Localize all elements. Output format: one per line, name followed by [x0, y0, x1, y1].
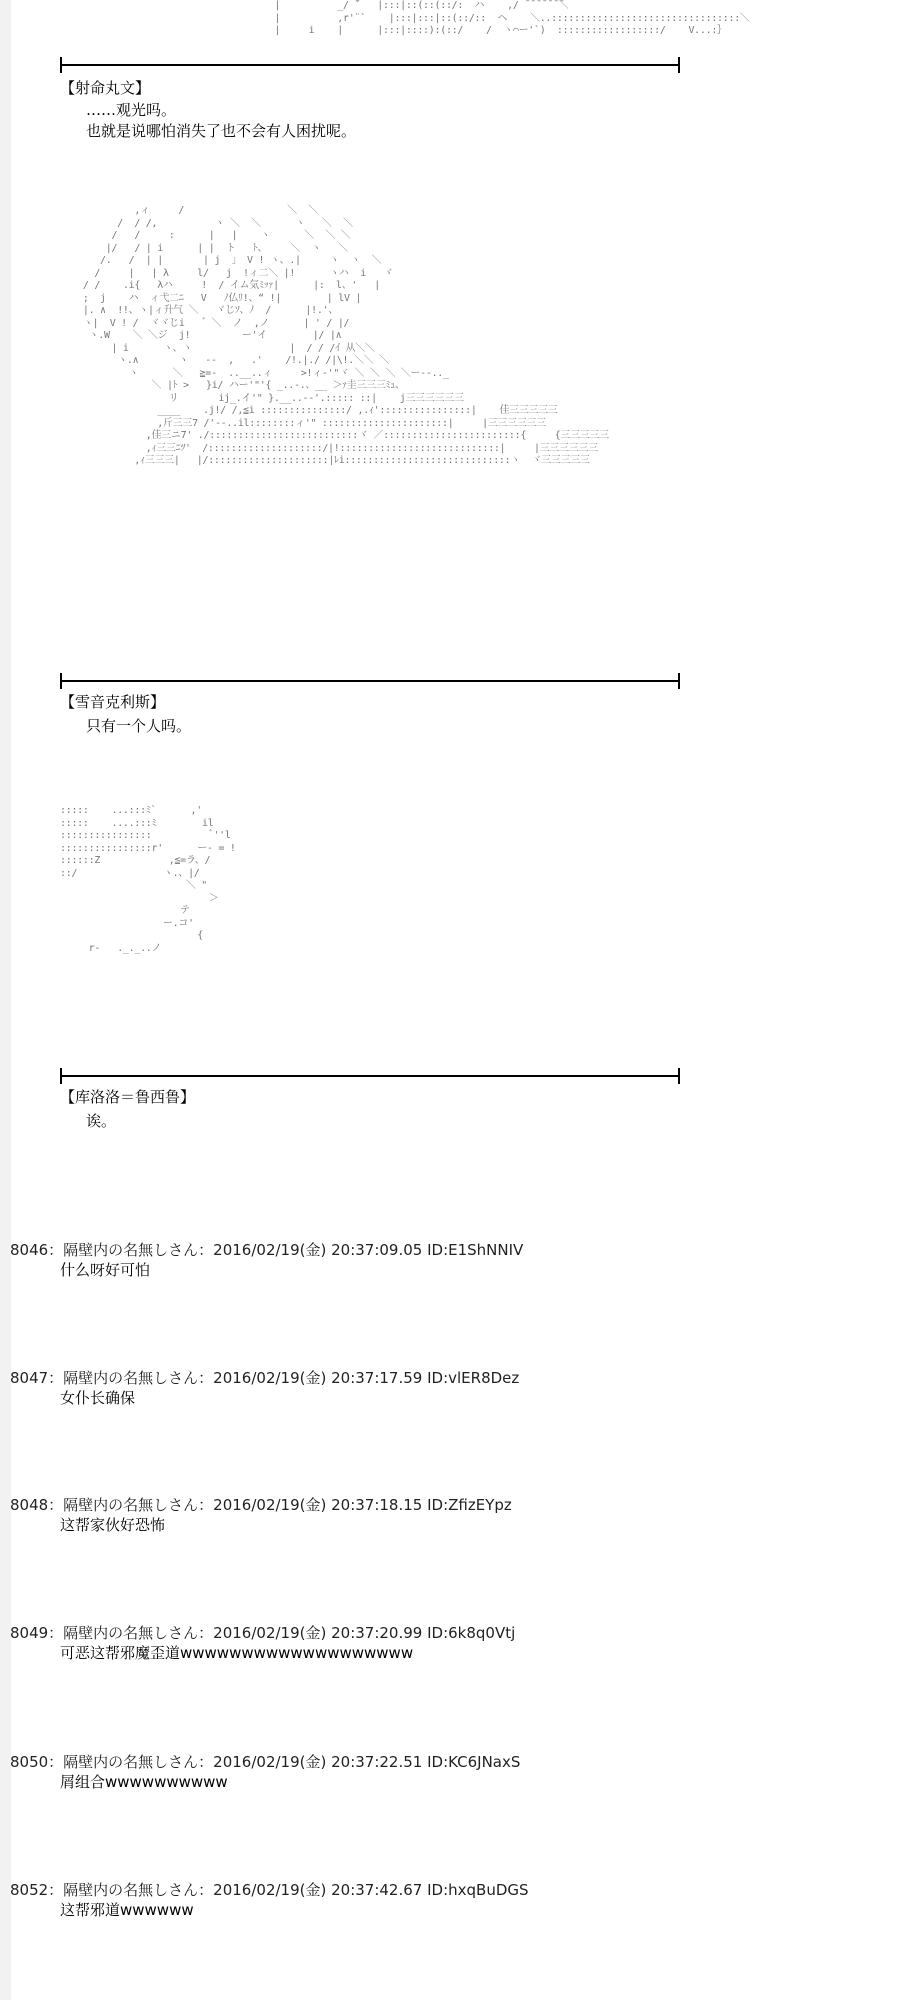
divider-rule — [60, 680, 680, 682]
post-header: 8048：隔壁内の名無しさん：2016/02/19(金) 20:37:18.15 ID:ZfizEYpz — [10, 1496, 512, 1514]
post-header: 8047：隔壁内の名無しさん：2016/02/19(金) 20:37:17.59 ID:vlER8Dez — [10, 1369, 520, 1387]
divider-rule — [60, 1075, 680, 1077]
post-body: 可恶这帮邪魔歪道wwwwwwwwwwwwwwwwwww — [60, 1644, 414, 1662]
speaker-label: 【库洛洛＝鲁西鲁】 — [60, 1088, 196, 1106]
post — [10, 1752, 520, 1792]
dialogue-line: 诶。 — [86, 1112, 117, 1130]
dialogue-line: 只有一个人吗。 — [86, 717, 192, 735]
post — [10, 1240, 523, 1280]
post-body: 屑组合wwwwwwwwww — [60, 1773, 228, 1791]
divider-rule — [60, 64, 680, 66]
post-body: 女仆长确保 — [60, 1389, 136, 1407]
speaker-label: 【射命丸文】 — [60, 79, 151, 97]
ascii-art-profile: ::::: ...:::ﾐ` ,' ::::: ....:::ﾐ il :::::::::::::::: ﾞ''l ::::::::::::::::r' ー‐ = ! ::::::Z ,≦=ラ、/ ::/ ヽ.、|/ ＼ " ＞ テ ー.コ' { r‐ ._._..ノ — [60, 805, 236, 954]
post-header: 8050：隔壁内の名無しさん：2016/02/19(金) 20:37:22.51 ID:KC6JNaxS — [10, 1753, 521, 1771]
post-body: 这帮家伙好恐怖 — [60, 1516, 166, 1534]
dialogue-line: ……观光吗。 — [86, 101, 177, 119]
post — [10, 1368, 519, 1408]
post — [10, 1623, 515, 1663]
speaker-label: 【雪音克利斯】 — [60, 693, 166, 711]
post-header: 8052：隔壁内の名無しさん：2016/02/19(金) 20:37:42.67 ID:hxqBuDGS — [10, 1881, 529, 1899]
post-body: 这帮邪道wwwwww — [60, 1901, 194, 1919]
dialogue-line: 也就是说哪怕消失了也不会有人困扰呢。 — [86, 122, 357, 140]
post — [10, 1495, 512, 1535]
post-header: 8049：隔壁内の名無しさん：2016/02/19(金) 20:37:20.99 ID:6k8q0Vtj — [10, 1624, 516, 1642]
post-header: 8046：隔壁内の名無しさん：2016/02/19(金) 20:37:09.05 ID:E1ShNNIV — [10, 1241, 524, 1259]
ascii-art-character: ,ィ / ＼ ＼ / / /, ヽ ＼ ＼ ヽ ＼ ＼ / / : | | ヽ ＼ ＼ ＼ |/ / | i | | ト ﾄ、 ＼ ヽ ＼ /. / | | | j 」 V ! ヽ、.| ヽ ヽ ＼ / | | λ l/ j !ィ二＼ |! ヽハ i ヾ / / .i{ λハ ! / イム気ﾐｯｧ| |: l、' | ; j ハ ィ弋二ﾆ V ﾉ仏ﾘ!、“ !| | lV | |. ∧ !!、ヽ|ィ升气 ＼ ヾじｿ、ﾉ / |!.'、 ヽ| V ! / ヾヾじi ゛＼ ノ ,ノ | ' / |/ ヽ.W ＼ ＼ジ j! ー'イ |/ |∧ | i ヽ、ヽ | / / /ｲ 从＼＼ ヽ.∧ ヽ ‐- , .' /!.|./ /|\!.＼＼ ＼ ヽ ＼ ≧=- ..__..ィ >!ィ‐'"ヾ ＼ ＼ ＼ ＼ー‐-.._ ＼ |ﾄ > }i/ ハー'"'{ _..-.、__ ＞ｧ圭三三三ﾐｭ、 リ ij_.イ'" }.__..-‐'.::::: ::| j三三三三三三 ____ .j!/ /,≦i :::::::::::::::/ ,.ｨ'::::::::::::::::| 佳三三三三三 ,斤三三7 /'‐‐..il::::::::ィ'" ::::::::::::::::::::::| |三三三三三三 ,佳三ニ7' ./::::::::::::::::::::::::::ヾ ／::::::::::::::::::::::::{ {三三三三三 ,ｨ三三ﾆﾂ' /::::::::::::::::::::/|!::::::::::::::::::::::::::::| |三三三三三三 ,ｨ三三三| |/:::::::::::::::::::::|ﾚi:::::::::::::::::::::::::::::ヽ ヾ三三三三三 — [82, 205, 609, 466]
left-margin-strip — [0, 0, 11, 2000]
ascii-art-top: | _/ ̄` |:::|::(::(::/: ハ ,/ ̄ ̄ ̄ ̄ ̄ ̄ ̄＼ | ,r'¨` |:::|:::|::(::/:: ヘ ＼..:::::::::::::::::::::::::::::::::＼ | i | |:::|::::):(::/ / ヽ⌒ー'`) ::::::::::::::::::/ V...:｝ — [274, 0, 750, 36]
post-body: 什么呀好可怕 — [60, 1261, 151, 1279]
post — [10, 1880, 529, 1920]
